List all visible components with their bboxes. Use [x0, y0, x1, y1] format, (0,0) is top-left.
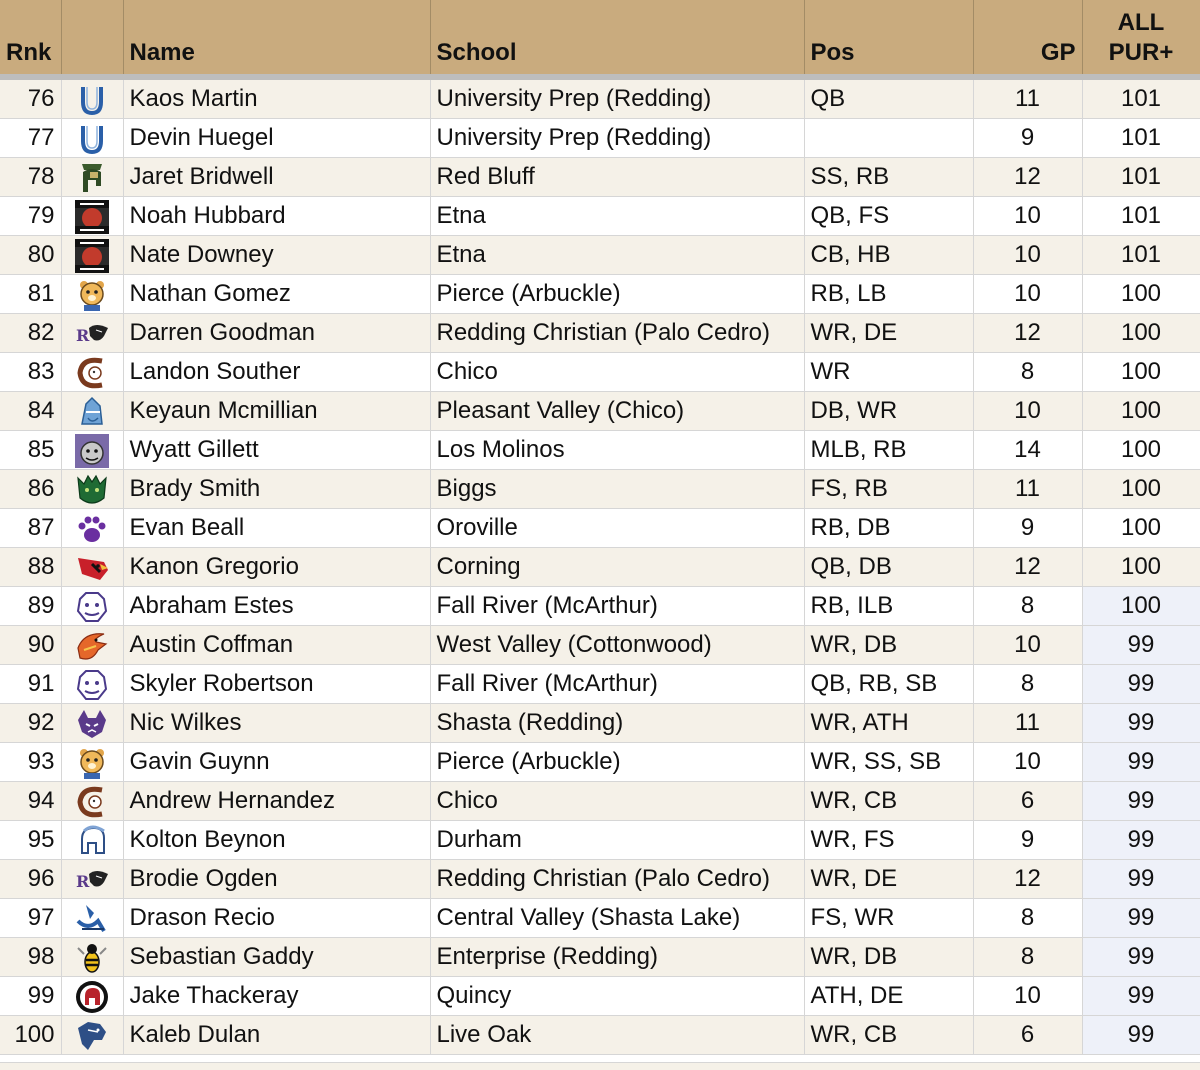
- all-pur-cell[interactable]: 100: [1082, 275, 1200, 314]
- logo-cell[interactable]: [61, 431, 123, 470]
- logo-cell[interactable]: [61, 548, 123, 587]
- all-pur-cell[interactable]: 99: [1082, 665, 1200, 704]
- all-pur-cell[interactable]: 100: [1082, 548, 1200, 587]
- trojan-circle-icon: [74, 979, 110, 1015]
- logo-cell[interactable]: [61, 314, 123, 353]
- player-name-cell[interactable]: Keyaun Mcmillian: [123, 392, 430, 431]
- hornet-icon: [74, 940, 110, 976]
- all-pur-cell[interactable]: 99: [1082, 860, 1200, 899]
- table-row[interactable]: [0, 665, 1200, 704]
- rank-cell[interactable]: 88: [0, 548, 61, 587]
- table-row[interactable]: [0, 548, 1200, 587]
- table-row[interactable]: [0, 275, 1200, 314]
- position-cell[interactable]: WR, ATH: [804, 704, 973, 743]
- table-row[interactable]: [0, 314, 1200, 353]
- games-played-cell[interactable]: 11: [973, 470, 1082, 509]
- logo-cell[interactable]: [61, 509, 123, 548]
- rank-cell[interactable]: 84: [0, 392, 61, 431]
- rank-cell[interactable]: 89: [0, 587, 61, 626]
- all-pur-cell[interactable]: 100: [1082, 509, 1200, 548]
- school-cell[interactable]: Redding Christian (Palo Cedro): [430, 314, 804, 353]
- school-cell[interactable]: Pierce (Arbuckle): [430, 275, 804, 314]
- table-row[interactable]: [0, 587, 1200, 626]
- school-cell[interactable]: West Valley (Cottonwood): [430, 626, 804, 665]
- player-name-cell[interactable]: Austin Coffman: [123, 626, 430, 665]
- position-cell[interactable]: FS, WR: [804, 899, 973, 938]
- games-played-cell[interactable]: 12: [973, 158, 1082, 197]
- viking-icon: [74, 394, 110, 430]
- table-row[interactable]: [0, 977, 1200, 1016]
- cv-falcon-icon: [74, 901, 110, 937]
- all-pur-cell[interactable]: 99: [1082, 899, 1200, 938]
- bear-mascot-icon: [74, 277, 110, 313]
- school-cell[interactable]: Corning: [430, 548, 804, 587]
- player-name-cell[interactable]: Landon Souther: [123, 353, 430, 392]
- school-cell[interactable]: Pierce (Arbuckle): [430, 743, 804, 782]
- logo-cell[interactable]: [61, 119, 123, 158]
- rank-cell[interactable]: 91: [0, 665, 61, 704]
- trojan-helmet-icon: [74, 823, 110, 859]
- c-panther-icon: [74, 355, 110, 391]
- school-cell[interactable]: Pleasant Valley (Chico): [430, 392, 804, 431]
- bulldog-icon: [74, 433, 110, 469]
- all-pur-cell[interactable]: 99: [1082, 977, 1200, 1016]
- player-name-cell[interactable]: Kanon Gregorio: [123, 548, 430, 587]
- games-played-cell[interactable]: 10: [973, 236, 1082, 275]
- games-played-cell[interactable]: 10: [973, 197, 1082, 236]
- table-row[interactable]: [0, 353, 1200, 392]
- school-cell[interactable]: Etna: [430, 236, 804, 275]
- all-pur-cell[interactable]: 99: [1082, 743, 1200, 782]
- rc-lion-icon: [74, 316, 110, 352]
- header-all-pur-line2: PUR+: [1108, 39, 1174, 66]
- table-row[interactable]: [0, 704, 1200, 743]
- bulldog-outline-icon: [74, 667, 110, 703]
- position-cell[interactable]: RB, LB: [804, 275, 973, 314]
- cardinal-icon: [74, 550, 110, 586]
- games-played-cell[interactable]: 9: [973, 119, 1082, 158]
- position-cell[interactable]: WR, DB: [804, 938, 973, 977]
- rank-cell[interactable]: 95: [0, 821, 61, 860]
- games-played-cell[interactable]: 12: [973, 860, 1082, 899]
- position-cell[interactable]: QB: [804, 77, 973, 119]
- position-cell[interactable]: DB, WR: [804, 392, 973, 431]
- all-pur-cell[interactable]: 99: [1082, 626, 1200, 665]
- position-cell[interactable]: MLB, RB: [804, 431, 973, 470]
- logo-cell[interactable]: [61, 275, 123, 314]
- games-played-cell[interactable]: 12: [973, 314, 1082, 353]
- player-name-cell[interactable]: Drason Recio: [123, 899, 430, 938]
- games-played-cell[interactable]: 11: [973, 704, 1082, 743]
- logo-cell[interactable]: [61, 353, 123, 392]
- games-played-cell[interactable]: 8: [973, 899, 1082, 938]
- header-school[interactable]: School: [430, 0, 804, 77]
- position-cell[interactable]: WR, DB: [804, 626, 973, 665]
- player-name-cell[interactable]: Kaos Martin: [123, 77, 430, 119]
- logo-cell[interactable]: [61, 392, 123, 431]
- all-pur-cell[interactable]: 101: [1082, 119, 1200, 158]
- games-played-cell[interactable]: 12: [973, 548, 1082, 587]
- logo-cell[interactable]: [61, 821, 123, 860]
- table-row[interactable]: [0, 626, 1200, 665]
- table-row[interactable]: [0, 743, 1200, 782]
- position-cell[interactable]: RB, DB: [804, 509, 973, 548]
- rank-cell[interactable]: 86: [0, 470, 61, 509]
- logo-cell[interactable]: [61, 158, 123, 197]
- logo-cell[interactable]: [61, 977, 123, 1016]
- header-gp[interactable]: GP: [973, 0, 1082, 77]
- all-pur-cell[interactable]: 99: [1082, 704, 1200, 743]
- player-name-cell[interactable]: Kaleb Dulan: [123, 1016, 430, 1055]
- all-pur-cell[interactable]: 99: [1082, 938, 1200, 977]
- school-cell[interactable]: Durham: [430, 821, 804, 860]
- logo-cell[interactable]: [61, 77, 123, 119]
- logo-cell[interactable]: [61, 704, 123, 743]
- table-row[interactable]: [0, 782, 1200, 821]
- games-played-cell[interactable]: 6: [973, 1016, 1082, 1055]
- all-pur-cell[interactable]: 99: [1082, 821, 1200, 860]
- logo-cell[interactable]: [61, 236, 123, 275]
- table-row[interactable]: [0, 392, 1200, 431]
- header-all-pur[interactable]: [1082, 0, 1200, 77]
- player-name-cell[interactable]: Nathan Gomez: [123, 275, 430, 314]
- school-cell[interactable]: Fall River (McArthur): [430, 587, 804, 626]
- all-pur-cell[interactable]: 100: [1082, 353, 1200, 392]
- school-cell[interactable]: Central Valley (Shasta Lake): [430, 899, 804, 938]
- school-cell[interactable]: Red Bluff: [430, 158, 804, 197]
- eagle-icon: [74, 628, 110, 664]
- rank-cell[interactable]: 80: [0, 236, 61, 275]
- school-cell[interactable]: Oroville: [430, 509, 804, 548]
- position-cell[interactable]: WR, FS: [804, 821, 973, 860]
- bear-mascot-icon: [74, 745, 110, 781]
- logo-cell[interactable]: [61, 782, 123, 821]
- logo-cell[interactable]: [61, 860, 123, 899]
- position-cell[interactable]: WR, CB: [804, 782, 973, 821]
- table-body: [0, 77, 1200, 1055]
- wildcat-icon: [74, 706, 110, 742]
- logo-cell[interactable]: [61, 938, 123, 977]
- position-cell[interactable]: WR, CB: [804, 1016, 973, 1055]
- rank-cell[interactable]: 77: [0, 119, 61, 158]
- position-cell[interactable]: ATH, DE: [804, 977, 973, 1016]
- games-played-cell[interactable]: 9: [973, 821, 1082, 860]
- table-row[interactable]: [0, 1016, 1200, 1055]
- all-pur-cell[interactable]: 100: [1082, 392, 1200, 431]
- rank-cell[interactable]: 90: [0, 626, 61, 665]
- rank-cell[interactable]: 93: [0, 743, 61, 782]
- table-row[interactable]: [0, 470, 1200, 509]
- player-name-cell[interactable]: Jaret Bridwell: [123, 158, 430, 197]
- school-cell[interactable]: University Prep (Redding): [430, 119, 804, 158]
- all-pur-cell[interactable]: 101: [1082, 197, 1200, 236]
- games-played-cell[interactable]: 10: [973, 626, 1082, 665]
- rank-cell[interactable]: 99: [0, 977, 61, 1016]
- table-header: [0, 0, 1200, 77]
- player-name-cell[interactable]: Nate Downey: [123, 236, 430, 275]
- rank-cell[interactable]: 94: [0, 782, 61, 821]
- position-cell[interactable]: [804, 119, 973, 158]
- bulldog-outline-icon: [74, 589, 110, 625]
- position-cell[interactable]: CB, HB: [804, 236, 973, 275]
- table-row[interactable]: [0, 899, 1200, 938]
- rank-cell[interactable]: 96: [0, 860, 61, 899]
- games-played-cell[interactable]: 10: [973, 392, 1082, 431]
- player-name-cell[interactable]: Brodie Ogden: [123, 860, 430, 899]
- school-cell[interactable]: University Prep (Redding): [430, 77, 804, 119]
- position-cell[interactable]: FS, RB: [804, 470, 973, 509]
- school-cell[interactable]: Los Molinos: [430, 431, 804, 470]
- all-pur-cell[interactable]: 99: [1082, 1016, 1200, 1055]
- rank-cell[interactable]: 81: [0, 275, 61, 314]
- header-logo[interactable]: [61, 0, 123, 77]
- rank-cell[interactable]: 92: [0, 704, 61, 743]
- player-name-cell[interactable]: Evan Beall: [123, 509, 430, 548]
- table-row[interactable]: [0, 158, 1200, 197]
- position-cell[interactable]: WR, DE: [804, 860, 973, 899]
- games-played-cell[interactable]: 10: [973, 275, 1082, 314]
- rank-cell[interactable]: 97: [0, 899, 61, 938]
- all-pur-cell[interactable]: 101: [1082, 236, 1200, 275]
- position-cell[interactable]: RB, ILB: [804, 587, 973, 626]
- school-cell[interactable]: Quincy: [430, 977, 804, 1016]
- rank-cell[interactable]: 76: [0, 77, 61, 119]
- rank-cell[interactable]: 83: [0, 353, 61, 392]
- wolverine-icon: [74, 472, 110, 508]
- all-pur-cell[interactable]: 100: [1082, 314, 1200, 353]
- u-logo-icon: [74, 121, 110, 157]
- player-name-cell[interactable]: Abraham Estes: [123, 587, 430, 626]
- lion-head-icon: [74, 1018, 110, 1054]
- school-cell[interactable]: Chico: [430, 353, 804, 392]
- school-cell[interactable]: Live Oak: [430, 1016, 804, 1055]
- all-pur-cell[interactable]: 101: [1082, 77, 1200, 119]
- logo-cell[interactable]: [61, 626, 123, 665]
- table-row[interactable]: [0, 509, 1200, 548]
- spartan-helmet-icon: [74, 160, 110, 196]
- rank-cell[interactable]: 78: [0, 158, 61, 197]
- player-name-cell[interactable]: Noah Hubbard: [123, 197, 430, 236]
- player-name-cell[interactable]: Kolton Beynon: [123, 821, 430, 860]
- games-played-cell[interactable]: 8: [973, 587, 1082, 626]
- player-name-cell[interactable]: Skyler Robertson: [123, 665, 430, 704]
- rank-cell[interactable]: 98: [0, 938, 61, 977]
- player-name-cell[interactable]: Wyatt Gillett: [123, 431, 430, 470]
- logo-cell[interactable]: [61, 899, 123, 938]
- position-cell[interactable]: WR, DE: [804, 314, 973, 353]
- all-pur-cell[interactable]: 99: [1082, 782, 1200, 821]
- school-cell[interactable]: Chico: [430, 782, 804, 821]
- table-row[interactable]: [0, 938, 1200, 977]
- svg-text:R: R: [76, 325, 90, 345]
- player-name-cell[interactable]: Jake Thackeray: [123, 977, 430, 1016]
- player-name-cell[interactable]: Brady Smith: [123, 470, 430, 509]
- player-name-cell[interactable]: Gavin Guynn: [123, 743, 430, 782]
- rank-cell[interactable]: 79: [0, 197, 61, 236]
- school-cell[interactable]: Enterprise (Redding): [430, 938, 804, 977]
- player-name-cell[interactable]: Devin Huegel: [123, 119, 430, 158]
- games-played-cell[interactable]: 10: [973, 977, 1082, 1016]
- table-row[interactable]: [0, 197, 1200, 236]
- logo-cell[interactable]: [61, 665, 123, 704]
- svg-text:R: R: [76, 871, 90, 891]
- rc-lion-icon: [74, 862, 110, 898]
- all-pur-cell[interactable]: 100: [1082, 587, 1200, 626]
- etna-lions-icon: [74, 199, 110, 235]
- table-row[interactable]: [0, 119, 1200, 158]
- logo-cell[interactable]: [61, 743, 123, 782]
- position-cell[interactable]: WR, SS, SB: [804, 743, 973, 782]
- rank-cell[interactable]: 85: [0, 431, 61, 470]
- player-name-cell[interactable]: Nic Wilkes: [123, 704, 430, 743]
- player-name-cell[interactable]: Sebastian Gaddy: [123, 938, 430, 977]
- position-cell[interactable]: SS, RB: [804, 158, 973, 197]
- player-name-cell[interactable]: Darren Goodman: [123, 314, 430, 353]
- player-name-cell[interactable]: Andrew Hernandez: [123, 782, 430, 821]
- games-played-cell[interactable]: 14: [973, 431, 1082, 470]
- school-cell[interactable]: Etna: [430, 197, 804, 236]
- school-cell[interactable]: Fall River (McArthur): [430, 665, 804, 704]
- logo-cell[interactable]: [61, 197, 123, 236]
- all-pur-cell[interactable]: 101: [1082, 158, 1200, 197]
- all-pur-cell[interactable]: 100: [1082, 470, 1200, 509]
- header-pos[interactable]: Pos: [804, 0, 973, 77]
- position-cell[interactable]: QB, FS: [804, 197, 973, 236]
- school-cell[interactable]: Shasta (Redding): [430, 704, 804, 743]
- table-row[interactable]: [0, 431, 1200, 470]
- etna-lions-icon: [74, 238, 110, 274]
- position-cell[interactable]: QB, RB, SB: [804, 665, 973, 704]
- games-played-cell[interactable]: 8: [973, 938, 1082, 977]
- logo-cell[interactable]: [61, 470, 123, 509]
- paw-print-icon: [74, 511, 110, 547]
- header-all-pur-line1: ALL: [1117, 9, 1165, 36]
- school-cell[interactable]: Redding Christian (Palo Cedro): [430, 860, 804, 899]
- header-rnk[interactable]: Rnk: [0, 0, 61, 77]
- all-pur-cell[interactable]: 100: [1082, 431, 1200, 470]
- rank-cell[interactable]: 82: [0, 314, 61, 353]
- games-played-cell[interactable]: 6: [973, 782, 1082, 821]
- position-cell[interactable]: WR: [804, 353, 973, 392]
- table-row[interactable]: [0, 860, 1200, 899]
- games-played-cell[interactable]: 8: [973, 353, 1082, 392]
- rank-cell[interactable]: 87: [0, 509, 61, 548]
- table-row[interactable]: [0, 821, 1200, 860]
- games-played-cell[interactable]: 8: [973, 665, 1082, 704]
- table-row[interactable]: [0, 236, 1200, 275]
- games-played-cell[interactable]: 10: [973, 743, 1082, 782]
- c-panther-icon: [74, 784, 110, 820]
- u-logo-icon: [74, 82, 110, 118]
- rank-cell[interactable]: 100: [0, 1016, 61, 1055]
- header-name[interactable]: Name: [123, 0, 430, 77]
- logo-cell[interactable]: [61, 1016, 123, 1055]
- games-played-cell[interactable]: 9: [973, 509, 1082, 548]
- table-row[interactable]: [0, 77, 1200, 119]
- logo-cell[interactable]: [61, 587, 123, 626]
- position-cell[interactable]: QB, DB: [804, 548, 973, 587]
- games-played-cell[interactable]: 11: [973, 77, 1082, 119]
- school-cell[interactable]: Biggs: [430, 470, 804, 509]
